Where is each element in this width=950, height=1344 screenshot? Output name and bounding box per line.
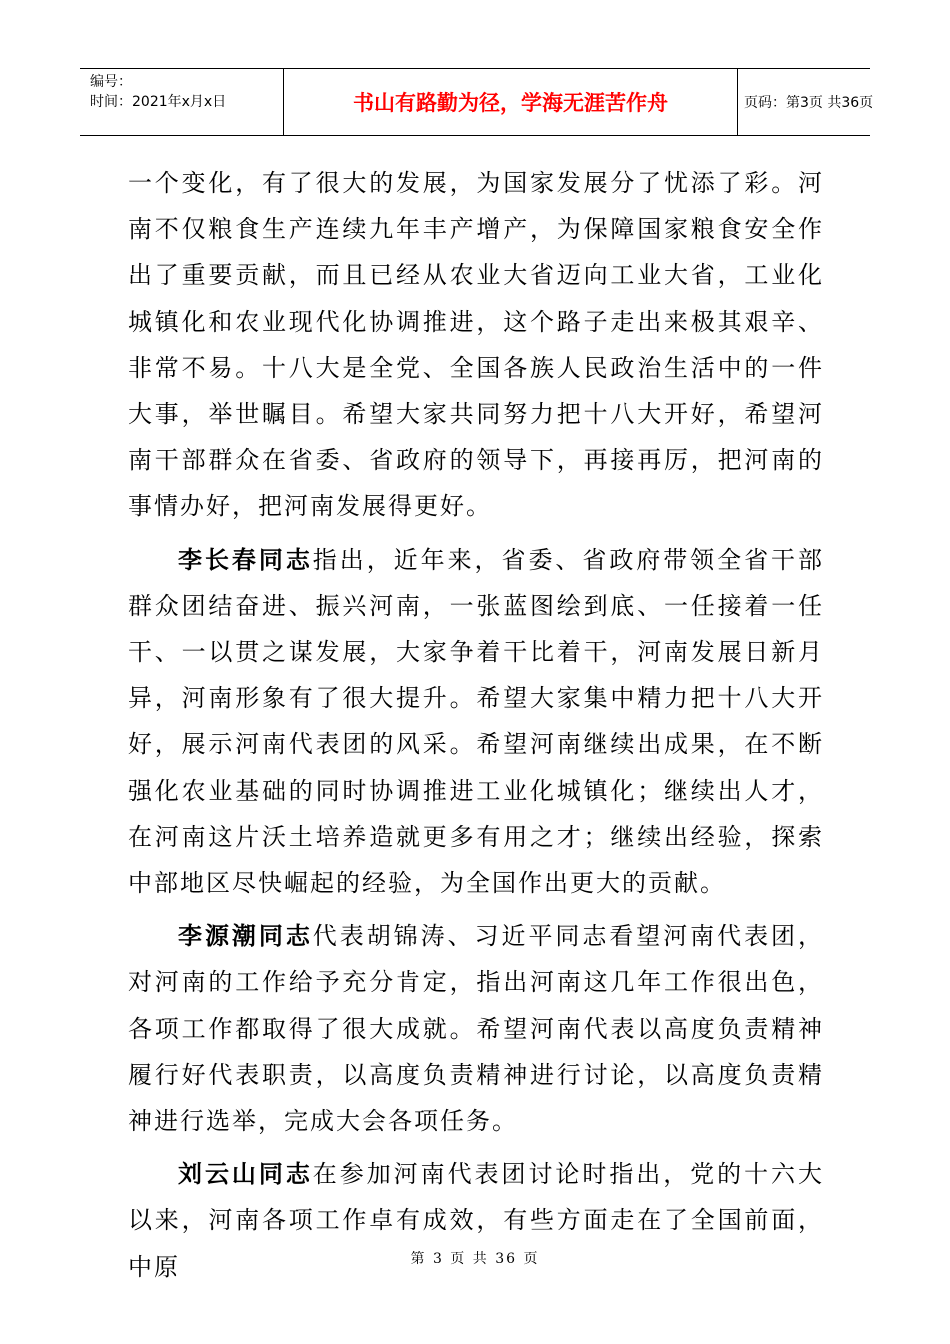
speaker-name: 刘云山同志 xyxy=(178,1160,313,1189)
footer-page-number: 第 3 页 共 36 页 xyxy=(410,1251,540,1267)
header-motto: 书山有路勤为径，学海无涯苦作舟 xyxy=(353,91,668,115)
page-footer xyxy=(0,1248,950,1268)
body-paragraph xyxy=(128,913,824,1144)
paragraph-text: 在参加河南代表团讨论时指出，党的十六大以来，河南各项工作卓有成效，有些方面走在了全国前面，中原 xyxy=(128,1160,825,1281)
speaker-name: 李源潮同志 xyxy=(178,922,313,951)
document-number-label: 编号： xyxy=(90,74,132,90)
paragraph-text: 代表胡锦涛、习近平同志看望河南代表团，对河南的工作给予充分肯定，指出河南这几年工作很出色，各项工作都取得了很大成就。希望河南代表以高度负责精神履行好代表职责，以高度负责精神进行讨论，以高度负责精神进行选举，完成大会各项任务。 xyxy=(128,922,825,1136)
header-meta xyxy=(80,69,284,135)
body-paragraph xyxy=(128,160,824,530)
paragraph-text: 一个变化，有了很大的发展，为国家发展分了忧添了彩。河南不仅粮食生产连续九年丰产增产，为保障国家粮食安全作出了重要贡献，而且已经从农业大省迈向工业大省，工业化城镇化和农业现代化协调推进，这个路子走出来极其艰辛、非常不易。十八大是全党、全国各族人民政治生活中的一件大事，举世瞩目。希望大家共同努力把十八大开好，希望河南干部群众在省委、省政府的领导下，再接再厉，把河南的事情办好，把河南发展得更好。 xyxy=(128,169,824,521)
body-paragraph xyxy=(128,537,824,907)
header-page-label: 页码：第3页 共36页 xyxy=(744,95,874,111)
header-motto-cell xyxy=(284,69,738,135)
page-header xyxy=(80,68,874,136)
body-paragraph xyxy=(128,1151,824,1290)
speaker-name: 李长春同志 xyxy=(178,545,313,574)
header-page-info xyxy=(738,69,874,135)
paragraph-text: 指出，近年来，省委、省政府带领全省干部群众团结奋进、振兴河南，一张蓝图绘到底、一任接着一任干、一以贯之谋发展，大家争着干比着干，河南发展日新月异，河南形象有了很大提升。希望大家集中精力把十八大开好，展示河南代表团的风采。希望河南继续出成果，在不断强化农业基础的同时协调推进工业化城镇化；继续出人才，在河南这片沃土培养造就更多有用之才；继续出经验，探索中部地区尽快崛起的经验，为全国作出更大的贡献。 xyxy=(128,545,825,898)
document-body xyxy=(128,160,824,1297)
document-date-label: 时间：2021年x月x日 xyxy=(90,94,227,110)
